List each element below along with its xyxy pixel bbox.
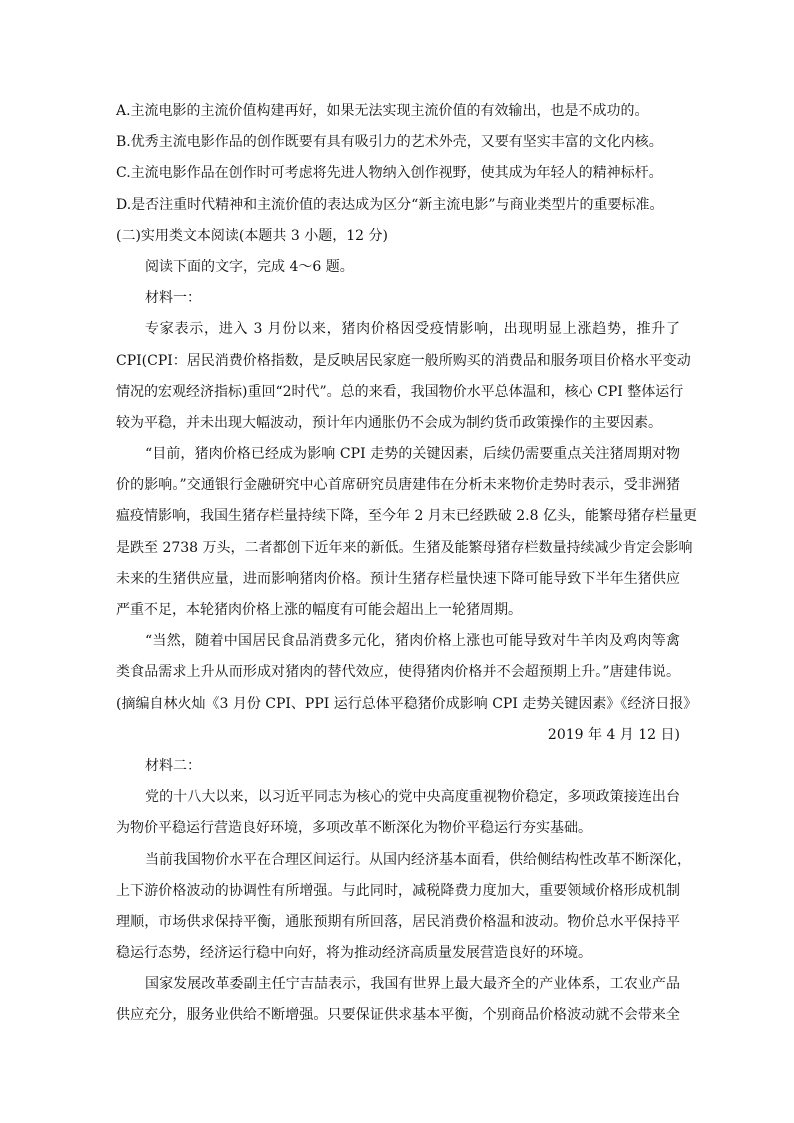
paragraph-line: CPI(CPI：居民消费价格指数，是反映居民家庭一般所购买的消费品和服务项目价格水平变动 bbox=[116, 352, 691, 369]
paragraph-line: 上下游价格波动的协调性有所增强。与此同时，减税降费力度加大，重要领域价格形成机制 bbox=[116, 882, 680, 899]
paragraph-line: 党的十八大以来，以习近平同志为核心的党中央高度重视物价稳定，多项政策接连出台 bbox=[145, 789, 680, 806]
paragraph-line: 情况的宏观经济指标)重回“2时代”。总的来看，我国物价水平总体温和，核心 CPI 整体运行 bbox=[116, 383, 684, 400]
paragraph-line: 为物价平稳运行营造良好环境，多项改革不断深化为物价平稳运行夯实基础。 bbox=[116, 820, 592, 837]
paragraph-line: 理顺，市场供求保持平衡，通胀预期有所回落，居民消费价格温和波动。物价总水平保持平 bbox=[116, 913, 680, 930]
material-2-paragraph-2 bbox=[116, 845, 691, 970]
paragraph-line: 供应充分，服务业供给不断增强。只要保证供求基本平衡，个别商品价格波动就不会带来全 bbox=[116, 1007, 680, 1024]
material-1-paragraph-2 bbox=[116, 439, 697, 626]
paragraph-line: 国家发展改革委副主任宁吉喆表示，我国有世界上最大最齐全的产业体系，工农业产品 bbox=[145, 976, 680, 993]
paragraph-line: 类食品需求上升从而形成对猪肉的替代效应，使得猪肉价格并不会超预期上升。”唐建伟说。 bbox=[116, 664, 680, 681]
answer-options bbox=[116, 96, 680, 221]
material-1-paragraph-3 bbox=[116, 626, 680, 688]
paragraph-line: “目前，猪肉价格已经成为影响 CPI 走势的关键因素，后续仍需要重点关注猪周期对物 bbox=[145, 446, 680, 463]
reading-instruction: 阅读下面的文字，完成 4～6 题。 bbox=[145, 258, 354, 275]
source-citation: (摘编自林火灿《3 月份 CPI、PPI 运行总体平稳猪价成影响 CPI 走势关键因素》《经济日报》 bbox=[116, 695, 698, 712]
option-c: C.主流电影作品在创作时可考虑将先进人物纳入创作视野，使其成为年轻人的精神标杆。 bbox=[116, 165, 663, 182]
paragraph-line: 未来的生猪供应量，进而影响猪肉价格。预计生猪存栏量快速下降可能导致下半年生猪供应 bbox=[116, 570, 680, 587]
material-2-paragraph-3 bbox=[116, 969, 680, 1031]
paragraph-line: 当前我国物价水平在合理区间运行。从国内经济基本面看，供给侧结构性改革不断深化， bbox=[145, 851, 691, 868]
option-d: D.是否注重时代精神和主流价值的表达成为区分“新主流电影”与商业类型片的重要标准。 bbox=[116, 196, 664, 213]
paragraph-line: 较为平稳，并未出现大幅波动，预计年内通胀仍不会成为制约货币政策操作的主要因素。 bbox=[116, 414, 662, 431]
material-2 bbox=[116, 751, 691, 1032]
paragraph-line: 价的影响。”交通银行金融研究中心首席研究员唐建伟在分析未来物价走势时表示，受非洲猪 bbox=[116, 477, 680, 494]
paragraph-line: 严重不足，本轮猪肉价格上涨的幅度有可能会超出上一轮猪周期。 bbox=[116, 602, 522, 618]
paragraph-line: 专家表示，进入 3 月份以来，猪肉价格因受疫情影响，出现明显上涨趋势，推升了 bbox=[145, 321, 680, 338]
paragraph-line: 是跌至 2738 万头，二者都创下近年来的新低。生猪及能繁母猪存栏数量持续减少肯定会影响 bbox=[116, 539, 693, 556]
paragraph-line: “当然，随着中国居民食品消费多元化，猪肉价格上涨也可能导致对牛羊肉及鸡肉等禽 bbox=[145, 633, 680, 650]
material-1-source bbox=[116, 689, 698, 751]
material-1-paragraph-1 bbox=[116, 314, 691, 439]
exam-page bbox=[116, 96, 698, 1032]
paragraph-line: 瘟疫情影响，我国生猪存栏量持续下降，至今年 2 月末已经跌破 2.8 亿头，能繁母猪存栏量更 bbox=[116, 508, 697, 525]
material-1-label: 材料一： bbox=[145, 290, 201, 307]
option-b: B.优秀主流电影作品的创作既要有具有吸引力的艺术外壳，又要有坚实丰富的文化内核。 bbox=[116, 134, 663, 151]
paragraph-line: 稳运行态势，经济运行稳中向好，将为推动经济高质量发展营造良好的环境。 bbox=[116, 945, 592, 962]
option-a: A.主流电影的主流价值构建再好，如果无法实现主流价值的有效输出，也是不成功的。 bbox=[116, 103, 649, 119]
source-date: 2019 年 4 月 12 日) bbox=[547, 726, 680, 743]
material-1 bbox=[116, 283, 698, 751]
section-heading: (二)实用类文本阅读(本题共 3 小题，12 分) bbox=[116, 227, 388, 244]
material-2-label: 材料二： bbox=[145, 757, 201, 774]
material-2-paragraph-1 bbox=[116, 782, 680, 844]
